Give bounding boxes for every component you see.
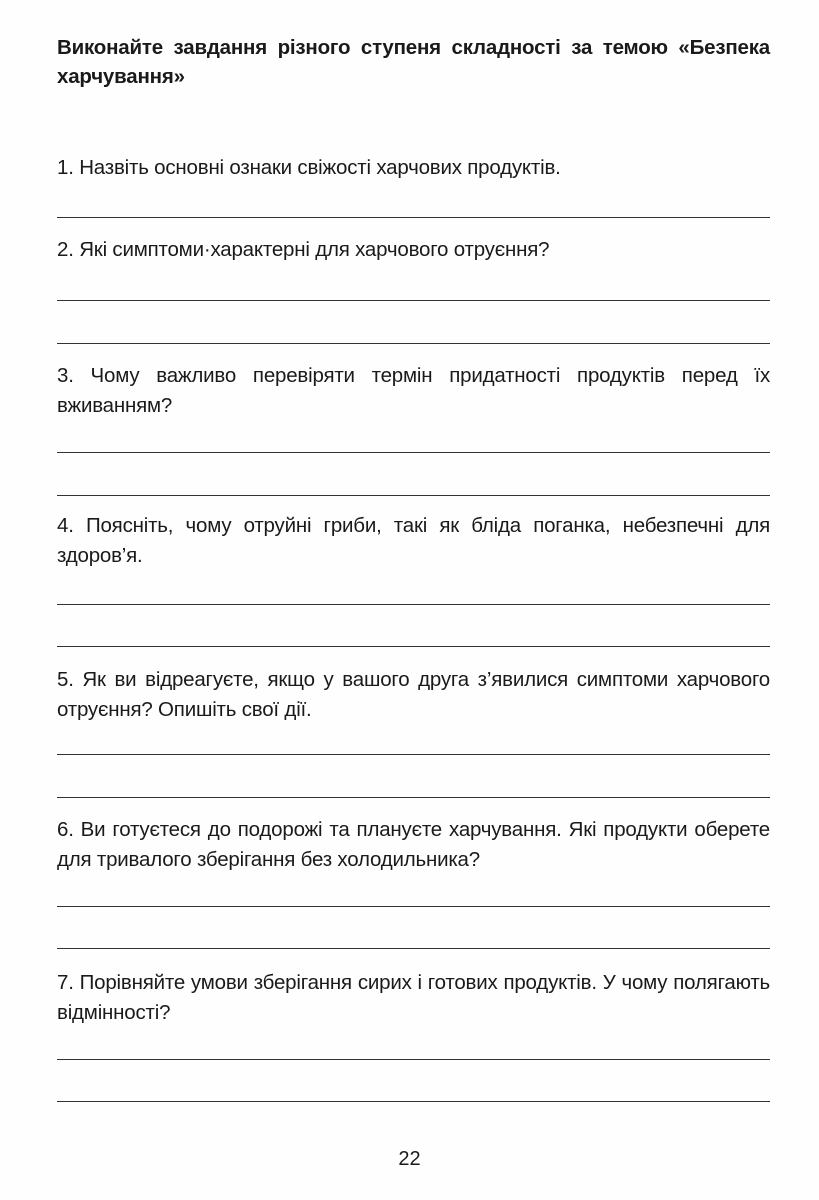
question-7: 7. Порівняйте умови зберігання сирих і готових продуктів. У чому полягають відмінності? <box>57 971 770 1024</box>
question-3: 3. Чому важливо перевіряти термін придатності продуктів перед їх вживанням? <box>57 364 770 417</box>
question-6: 6. Ви готуєтеся до подорожі та плануєте харчування. Які продукти оберете для тривалого зберігання без холодильника? <box>57 818 770 871</box>
answer-line[interactable] <box>57 906 770 907</box>
answer-line[interactable] <box>57 300 770 301</box>
answer-line[interactable] <box>57 217 770 218</box>
answer-line[interactable] <box>57 948 770 949</box>
answer-line[interactable] <box>57 604 770 605</box>
answer-line[interactable] <box>57 1101 770 1102</box>
question-4: 4. Поясніть, чому отруйні гриби, такі як бліда поганка, небезпечні для здоров’я. <box>57 514 770 567</box>
page-title: Виконайте завдання різного ступеня складності за темою «Безпека харчування» <box>57 36 770 88</box>
answer-line[interactable] <box>57 495 770 496</box>
answer-line[interactable] <box>57 452 770 453</box>
answer-line[interactable] <box>57 1059 770 1060</box>
answer-line[interactable] <box>57 797 770 798</box>
question-2: 2. Які симптоми·характерні для харчового отруєння? <box>57 238 550 261</box>
answer-line[interactable] <box>57 646 770 647</box>
page-number: 22 <box>398 1148 421 1170</box>
answer-line[interactable] <box>57 754 770 755</box>
question-1: 1. Назвіть основні ознаки свіжості харчових продуктів. <box>57 156 561 179</box>
answer-line[interactable] <box>57 343 770 344</box>
question-5: 5. Як ви відреагуєте, якщо у вашого друга з’явилися симптоми харчового отруєння? Опишіть свої дії. <box>57 668 770 721</box>
